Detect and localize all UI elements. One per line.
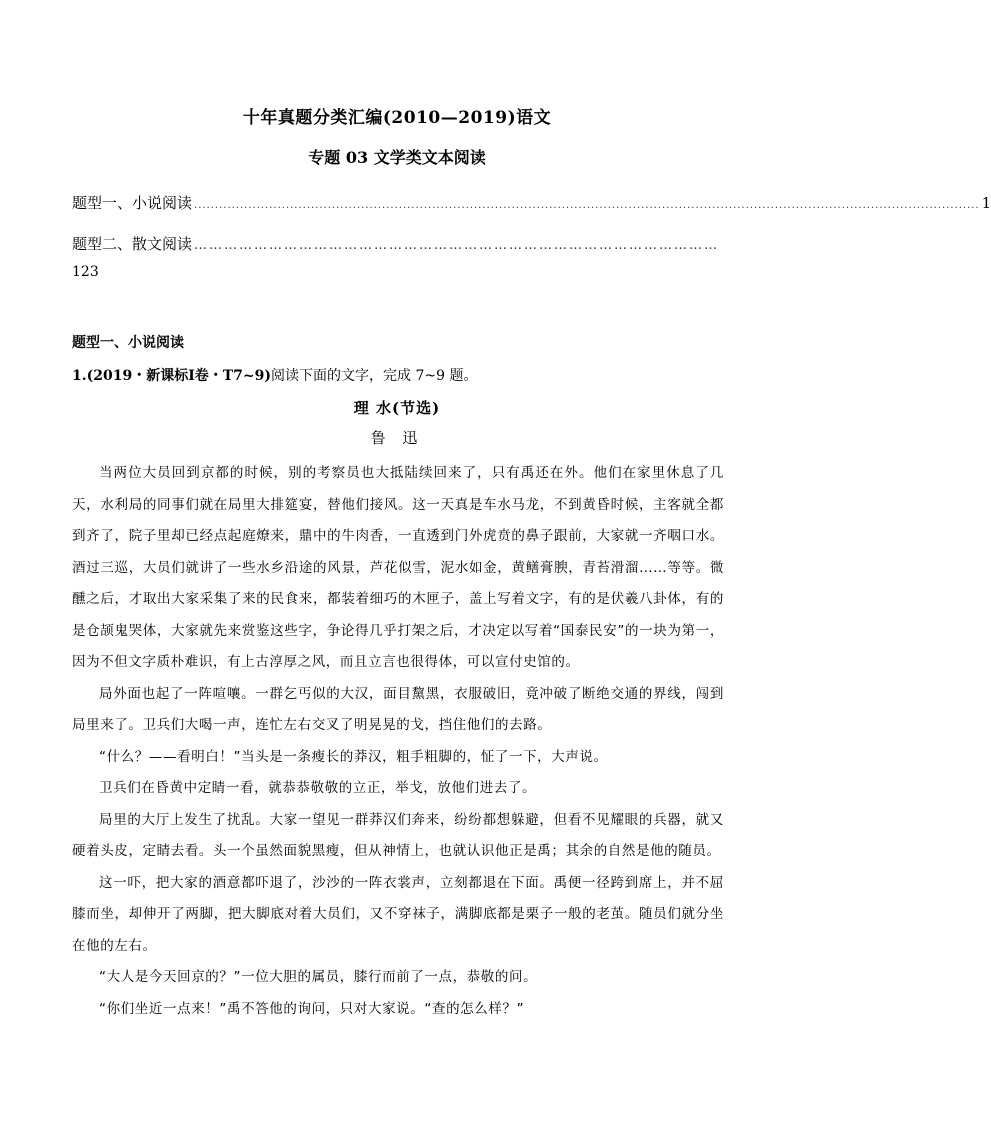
document-title: 十年真题分类汇编(2010—2019)语文	[242, 108, 552, 128]
toc-entry-label: 题型一、小说阅读	[72, 194, 193, 212]
paragraph: “什么？——看明白！”当头是一条瘦长的莽汉，粗手粗脚的，怔了一下，大声说。	[99, 748, 608, 765]
toc-entry-1[interactable]	[72, 192, 991, 213]
paragraph: “你们坐近一点来！”禹不答他的询问，只对大家说。“查的怎么样？”	[99, 1000, 525, 1017]
toc-entry-page: 123	[72, 264, 99, 280]
question-source: 1.(2019・新课标Ⅰ卷・T7~9)	[72, 368, 272, 384]
paragraph: 当两位大员回到京都的时候，别的考察员也大抵陆续回来了，只有禹还在外。他们在家里休息了几天，水利局的同事们就在局里大排筵宴，替他们接风。这一天真是车水马龙，不到黄昏时候，主客就全都到齐了，院子里却已经点起庭燎来，鼎中的牛肉香，一直透到门外虎贲的鼻子跟前，大家就一齐咽口水。酒过三巡，大员们就讲了一些水乡沿途的风景，芦花似雪，泥水如金，黄鳝膏腴，青苔滑溜……等等。微醺之后，才取出大家采集了来的民食来，都装着细巧的木匣子，盖上写着文字，有的是伏羲八卦体，有的是仓颉鬼哭体，大家就先来赏鉴这些字，争论得几乎打架之后，才决定以写着“国泰民安”的一块为第一，因为不但文字质朴难识，有上古淳厚之风，而且立言也很得体，可以宣付史馆的。	[72, 465, 724, 670]
story-title: 理 水(节选)	[353, 399, 441, 417]
toc-leader: ............................................................................................................................................................................................	[194, 200, 980, 211]
question-prompt	[72, 365, 477, 385]
paragraph: 这一吓，把大家的酒意都吓退了，沙沙的一阵衣裳声，立刻都退在下面。禹便一径跨到席上，并不屈膝而坐，却伸开了两脚，把大脚底对着大员们，又不穿袜子，满脚底都是栗子一般的老茧。随员们就分坐在他的左右。	[72, 874, 724, 954]
question-text: 阅读下面的文字，完成 7~9 题。	[271, 368, 478, 384]
section-heading: 题型一、小说阅读	[72, 335, 184, 351]
toc-leader: ……………………………………………………………………………………………	[194, 238, 720, 253]
story-author: 鲁 迅	[370, 429, 424, 447]
toc-entry-label: 题型二、散文阅读	[72, 235, 193, 253]
story-body	[72, 458, 724, 1025]
paragraph: 局里的大厅上发生了扰乱。大家一望见一群莽汉们奔来，纷纷都想躲避，但看不见耀眼的兵器，就又硬着头皮，定睛去看。头一个虽然面貌黑瘦，但从神情上，也就认识他正是禹；其余的自然是他的随员。	[72, 811, 724, 859]
toc-entry-2[interactable]	[72, 233, 722, 254]
paragraph: 卫兵们在昏黄中定睛一看，就恭恭敬敬的立正，举戈，放他们进去了。	[99, 780, 537, 796]
toc-entry-page: 1	[981, 194, 991, 212]
paragraph: 局外面也起了一阵喧嚷。一群乞丐似的大汉，面目黧黑，衣服破旧，竟冲破了断绝交通的界线，闯到局里来了。卫兵们大喝一声，连忙左右交叉了明晃晃的戈，挡住他们的去路。	[72, 685, 724, 733]
document-subtitle: 专题 03 文学类文本阅读	[308, 148, 486, 167]
paragraph: “大人是今天回京的？”一位大胆的属员，膝行而前了一点，恭敬的问。	[99, 969, 538, 985]
